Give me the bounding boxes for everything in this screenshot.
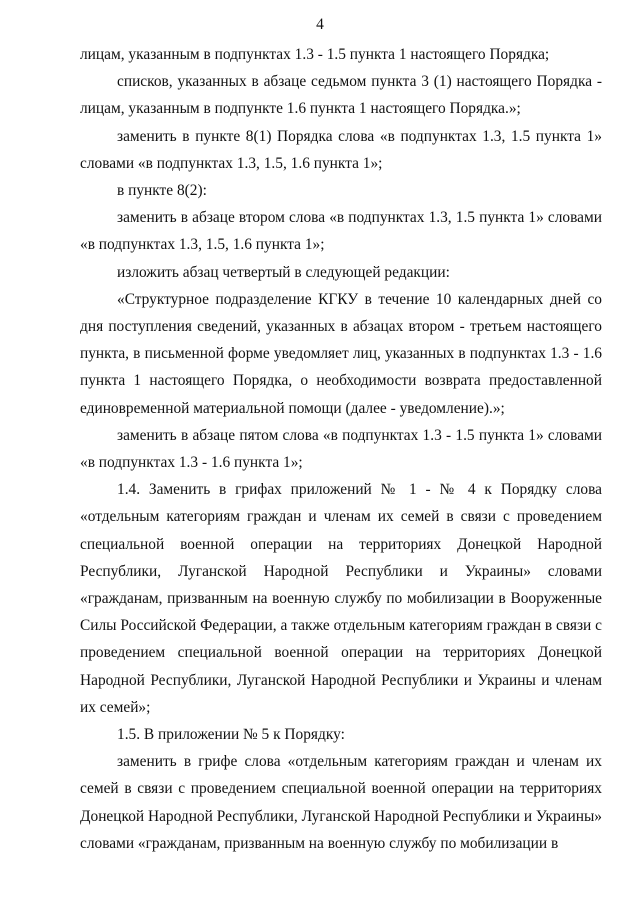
paragraph: в пункте 8(2): — [117, 182, 207, 200]
page-number: 4 — [316, 16, 324, 33]
paragraph: заменить в пункте 8(1) Порядка слова «в подпунктах 1.3, 1.5 пункта 1» словами «в подпунктах 1.3, 1.5, 1.6 пункта 1»; — [80, 127, 602, 172]
paragraph: заменить в абзаце пятом слова «в подпунктах 1.3 - 1.5 пункта 1» словами «в подпунктах 1.3 - 1.6 пункта 1»; — [80, 426, 602, 472]
paragraph: изложить абзац четвертый в следующей редакции: — [117, 263, 450, 281]
paragraph: 1.5. В приложении № 5 к Порядку: — [117, 726, 345, 744]
paragraph: 1.4. Заменить в грифах приложений № 1 - № 4 к Порядку слова «отдельным категориям граждан и членам их семей в связи с проведением специальной военной операции на территориях Донецкой Народной Республики, Луганской Народной Республики и Украины» словами «гражданам, призванным на военную службу по мобилизации в Вооруженные Силы Российской Федерации, а также отдельным категориям граждан в связи с проведением специальной военной операции на территориях Донецкой Народной Республики, Луганской Народной Республики и Украины и членам их семей»; — [80, 481, 602, 716]
paragraph: лицам, указанным в подпунктах 1.3 - 1.5 пункта 1 настоящего Порядка; — [80, 46, 550, 63]
paragraph: заменить в абзаце втором слова «в подпунктах 1.3, 1.5 пункта 1» словами «в подпунктах 1.3, 1.5, 1.6 пункта 1»; — [80, 209, 602, 254]
paragraph: «Структурное подразделение КГКУ в течение 10 календарных дней со дня поступления сведений, указанных в абзацах втором - третьем настоящего пункта, в письменной форме уведомляет лиц, указанных в подпунктах 1.3 - 1.6 пункта 1 настоящего Порядка, о необходимости возврата предоставленной единовременной материальной помощи (далее - уведомление).»; — [80, 290, 602, 417]
paragraph: заменить в грифе слова «отдельным категориям граждан и членам их семей в связи с проведением специальной военной операции на территориях Донецкой Народной Республики, Луганской Народной Республики и Украины» словами «гражданам, призванным на военную службу по мобилизации в — [80, 753, 602, 852]
document-body — [80, 41, 602, 857]
paragraph: списков, указанных в абзаце седьмом пункта 3 (1) настоящего Порядка - лицам, указанным в подпункте 1.6 пункта 1 настоящего Порядка.»; — [80, 73, 602, 118]
